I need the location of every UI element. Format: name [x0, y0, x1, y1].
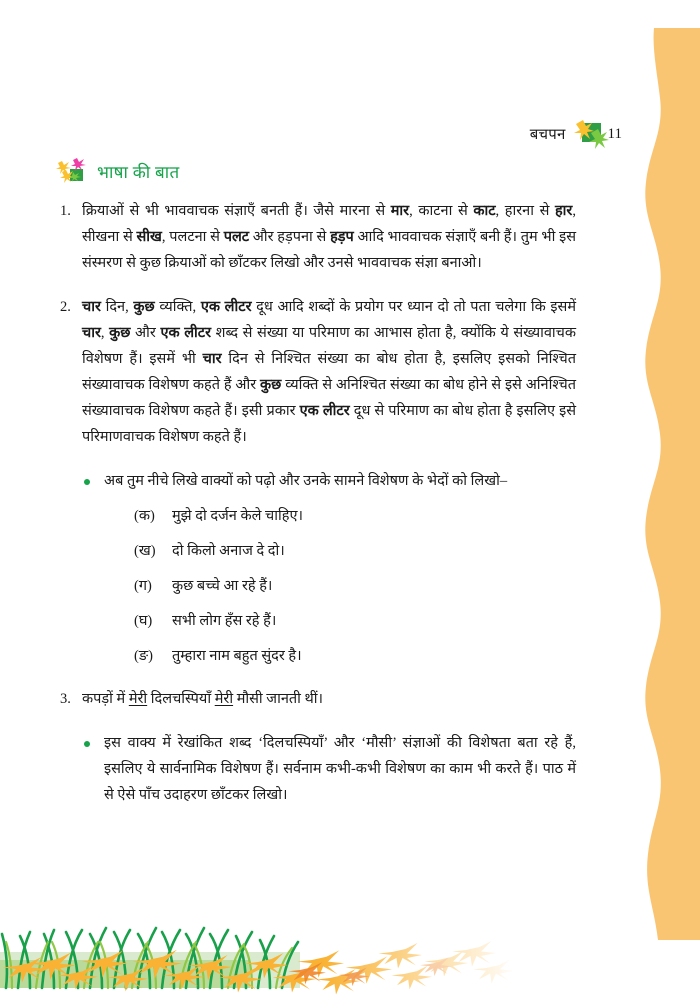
- section-heading: [56, 158, 179, 184]
- emblem-shape: [570, 118, 610, 150]
- letter-marker-gha: (घ): [134, 613, 153, 629]
- numbered-item-2: [56, 294, 576, 450]
- item-1-marker: 1.: [60, 203, 71, 219]
- lettered-sentence-list: [134, 504, 576, 668]
- list-item: [134, 504, 576, 528]
- letter-marker-ka: (क): [134, 508, 155, 524]
- bullet-1-text: अब तुम नीचे लिखे वाक्यों को पढ़ो और उनके सामने विशेषण के भेदों को लिखो–: [104, 473, 508, 489]
- page-header: [530, 118, 622, 150]
- letter-text-kha: दो किलो अनाज दे दो।: [172, 543, 285, 559]
- list-item: [134, 539, 576, 563]
- right-decorative-band: [638, 28, 700, 940]
- letter-marker-kha: (ख): [134, 543, 156, 559]
- bullet-item-2: [82, 730, 576, 808]
- item-2-marker: 2.: [60, 299, 71, 315]
- flower-cluster-shape: [56, 158, 90, 184]
- list-item: [134, 574, 576, 598]
- grass-border-shape: [0, 890, 520, 1000]
- bullet-2-text: इस वाक्य में रेखांकित शब्द ‘दिलचस्पियाँ’ और ‘मौसी’ संज्ञाओं की विशेषता बता रहे हैं, इसलिए ये सार्वनामिक विशेषण हैं। सर्वनाम कभी-कभी विशेषण का काम भी करते हैं। पाठ में से ऐसे पाँच उदाहरण छाँटकर लिखो।: [104, 735, 576, 803]
- letter-text-gha: सभी लोग हँस रहे हैं।: [172, 613, 277, 629]
- letter-text-nga: तुम्हारा नाम बहुत सुंदर है।: [172, 648, 302, 664]
- item-3-text: कपड़ों में मेरी दिलचस्पियाँ मेरी मौसी जानती थीं।: [82, 691, 324, 707]
- bullet-item-1: [82, 468, 576, 494]
- letter-text-ka: मुझे दो दर्जन केले चाहिए।: [172, 508, 303, 524]
- section-heading-text: भाषा की बात: [97, 162, 180, 182]
- numbered-item-1: [56, 198, 576, 276]
- orange-wave-shape: [638, 28, 700, 940]
- bullet-dot-icon: [82, 468, 104, 494]
- item-3-marker: 3.: [60, 691, 71, 707]
- bullet-dot-icon: [82, 730, 104, 756]
- numbered-item-3: [56, 686, 576, 712]
- letter-marker-nga: (ङ): [134, 648, 153, 664]
- book-title: बचपन: [529, 127, 566, 143]
- star-flower-emblem-icon: [570, 118, 610, 150]
- list-item: [134, 644, 576, 668]
- list-item: [134, 609, 576, 633]
- grass-and-flowers-border: [0, 890, 520, 1000]
- letter-marker-ga: (ग): [134, 578, 152, 594]
- page-content: [56, 198, 576, 818]
- flower-cluster-icon: [56, 158, 90, 184]
- letter-text-ga: कुछ बच्चे आ रहे हैं।: [172, 578, 273, 594]
- page-number: 11: [607, 125, 622, 142]
- item-1-text: क्रियाओं से भी भाववाचक संज्ञाएँ बनती हैं। जैसे मारना से मार, काटना से काट, हारना से हार, सीखना से सीख, पलटना से पलट और हड़पना से हड़प आदि भाववाचक संज्ञाएँ बनी हैं। तुम भी इस संस्मरण से कुछ क्रियाओं को छाँटकर लिखो और उनसे भाववाचक संज्ञा बनाओ।: [82, 203, 576, 271]
- item-2-text: चार दिन, कुछ व्यक्ति, एक लीटर दूध आदि शब्दों के प्रयोग पर ध्यान दो तो पता चलेगा कि इसमें चार, कुछ और एक लीटर शब्द से संख्या या परिमाण का आभास होता है, क्योंकि ये संख्यावाचक विशेषण हैं। इसमें भी चार दिन से निश्चित संख्या का बोध होता है, इसलिए इसको निश्चित संख्यावाचक विशेषण कहते हैं और कुछ व्यक्ति से अनिश्चित संख्या का बोध होने से इसे अनिश्चित संख्यावाचक विशेषण कहते हैं। इसी प्रकार एक लीटर दूध से परिमाण का बोध होता है इसलिए इसे परिमाणवाचक विशेषण कहते हैं।: [82, 299, 577, 445]
